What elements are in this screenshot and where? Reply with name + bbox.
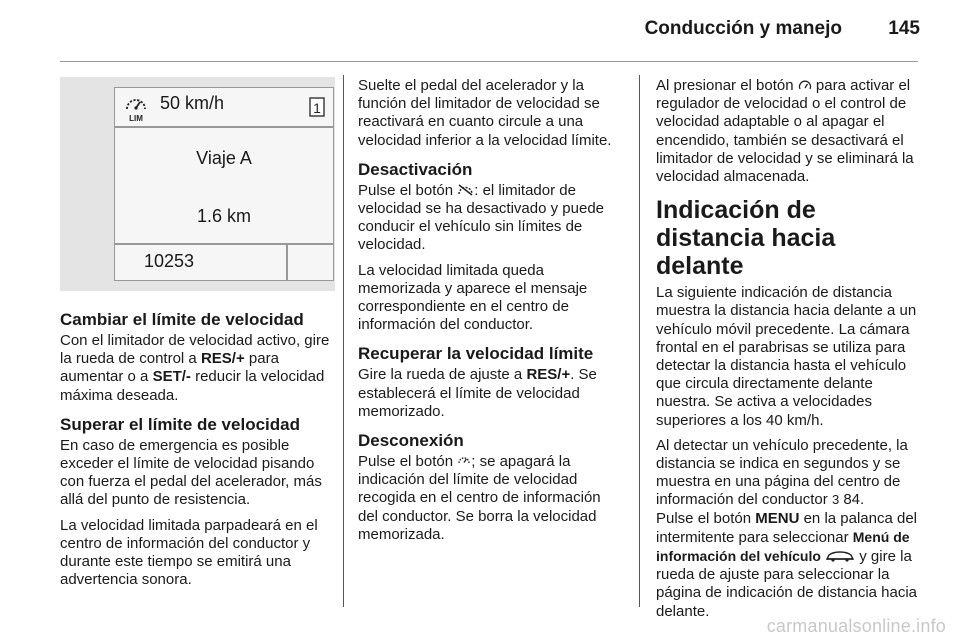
divider — [286, 243, 288, 280]
heading-deactivation: Desactivación — [358, 159, 473, 179]
heading-forward-distance: Indicación de distancia hacia delante — [656, 196, 836, 281]
text: en la palanca del intermitente para seleccionar — [656, 509, 918, 546]
divider — [115, 126, 333, 128]
speed-limiter-icon — [123, 94, 149, 122]
reference-arrow-symbol: 3 — [831, 492, 840, 508]
text: Gire la rueda de ajuste a — [358, 366, 527, 384]
text: y gire la rueda de ajuste para seleccionar la página de indicación de distancia hacia delante. — [656, 548, 918, 620]
text: ; se apagará la indicación del límite de velocidad recogida en el centro de información del conductor. Se borra la velocidad memorizada. — [358, 453, 601, 543]
odometer-value: 10253 — [144, 251, 195, 271]
paragraph — [656, 77, 924, 186]
text: : el limitador de velocidad se ha desactivado y puede conducir el vehículo sin límites de velocidad. — [358, 181, 605, 254]
page-number: 145 — [888, 18, 920, 39]
speed-limit-value: 50 km/h — [160, 93, 225, 113]
vehicle-info-menu-label: Menú de información del vehículo — [656, 528, 910, 565]
section-title: Conducción y manejo — [644, 18, 842, 39]
paragraph: La velocidad limitada parpadeará en el centro de información del conductor y durante este tiempo se emitirá una advertencia sonora. — [60, 516, 318, 589]
column-2 — [358, 77, 624, 551]
trip-label: Viaje A — [196, 148, 252, 168]
page-header — [0, 16, 960, 48]
paragraph: La siguiente indicación de distancia muestra la distancia hacia delante a un vehículo móvil precedente. La cámara frontal en el parabrisas se utiliza para detectar la distancia hasta el vehículo que circula directamente delante nuestra. Se activa a velocidades superiores a los 40 km/h. — [656, 284, 917, 429]
menu-button-label: MENU — [755, 509, 800, 527]
divider — [115, 243, 333, 245]
limiter-off-icon — [457, 184, 474, 196]
speed-limiter-icon — [457, 454, 471, 468]
res-plus-label: RES/+ — [200, 350, 245, 368]
text: 84. — [839, 491, 865, 509]
text: para aumentar o a — [60, 350, 279, 386]
text: Al detectar un vehículo precedente, la distancia se indica en segundos y se muestra en una página del centro de información del conductor — [656, 436, 908, 509]
paragraph: Suelte el pedal del acelerador y la función del limitador de velocidad se reactivará en cuanto circule a una velocidad inferior a la velocidad límite. — [358, 77, 612, 149]
text: Al presionar el botón — [656, 77, 798, 94]
paragraph: La velocidad limitada queda memorizada y aparece el mensaje correspondiente en el centro de información del conductor. — [358, 261, 588, 334]
paragraph — [358, 366, 624, 421]
cruise-control-icon — [798, 79, 812, 91]
lim-label: LIM — [129, 114, 143, 122]
paragraph — [60, 332, 330, 405]
text: Con el limitador de velocidad activo, gire la rueda de control a — [60, 332, 330, 368]
heading-resume-limit: Recuperar la velocidad límite — [358, 344, 594, 364]
watermark: carmanualsonline.info — [766, 616, 946, 636]
column-divider — [639, 75, 640, 607]
paragraph — [358, 182, 624, 255]
text: . Se establecerá el límite de velocidad memorizado. — [358, 366, 597, 420]
text: para activar el regulador de velocidad o el control de velocidad adaptable o al apagar el encendido, también se desactivará el limitador de velocidad y se eliminará la velocidad almacenada. — [656, 77, 914, 186]
heading-disconnection: Desconexión — [358, 431, 464, 451]
text: reducir la velocidad máxima deseada. — [60, 368, 325, 404]
column-3 — [656, 77, 924, 628]
paragraph: En caso de emergencia es posible exceder el límite de velocidad pisando con fuerza el pedal del acelerador, más allá del punto de resistencia. — [60, 436, 322, 509]
text: Pulse el botón — [358, 181, 458, 199]
page-number-icon — [309, 97, 325, 117]
speed-limiter-display-figure — [60, 77, 335, 291]
text: Pulse el botón — [358, 453, 458, 471]
column-divider — [343, 75, 344, 607]
header-rule — [60, 61, 918, 62]
paragraph — [656, 510, 924, 621]
text: Pulse el botón — [656, 509, 756, 527]
column-1 — [60, 300, 330, 596]
car-icon — [825, 550, 855, 562]
paragraph — [358, 453, 624, 544]
number-icon-label: 1 — [313, 100, 321, 116]
paragraph — [656, 437, 924, 510]
heading-exceed-limit: Superar el límite de velocidad — [60, 414, 300, 434]
set-minus-label: SET/- — [152, 368, 191, 386]
res-plus-label: RES/+ — [526, 366, 571, 384]
driver-info-panel — [114, 87, 334, 281]
trip-distance: 1.6 km — [196, 206, 252, 226]
heading-change-limit: Cambiar el límite de velocidad — [60, 310, 304, 329]
